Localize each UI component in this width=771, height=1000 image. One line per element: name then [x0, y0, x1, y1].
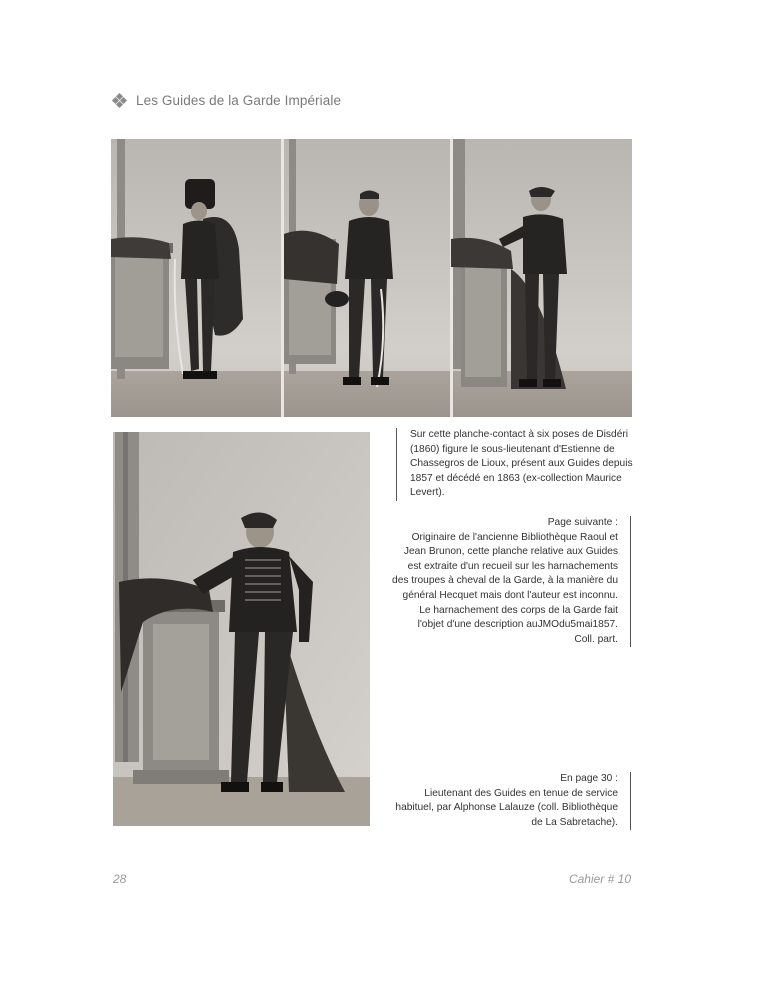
caption-next-page [392, 516, 631, 647]
contact-sheet-photo [111, 139, 632, 417]
caption-page-30 [392, 772, 631, 830]
caption-contact-sheet-text: Sur cette planche-contact à six poses de Disdéri (1860) figure le sous-lieutenant d'Estienne de Chassegros de Lioux, présent aux Guides depuis 1857 et décédé en 1863 (ex-collection Maurice Levert). [410, 429, 633, 499]
caption-page-30-text: Lieutenant des Guides en tenue de service habituel, par Alphonse Lalauze (coll. Bibliothèque de La Sabretache). [395, 787, 618, 828]
issue-label: Cahier # 10 [568, 872, 631, 886]
diamond-ornament-icon [113, 94, 126, 107]
page-number: 28 [113, 872, 127, 886]
caption-page-30-heading: En page 30 : [560, 773, 618, 784]
header-title: Les Guides de la Garde Impériale [136, 93, 342, 108]
caption-next-page-credit: Coll. part. [574, 633, 618, 645]
caption-next-page-heading: Page suivante : [547, 517, 618, 528]
running-header [113, 93, 341, 108]
portrait-photo [113, 432, 370, 826]
caption-next-page-text: Originaire de l'ancienne Bibliothèque Raoul et Jean Brunon, cette planche relative aux Guides est extraite d'un recueil sur les harnachements des troupes à cheval de la Garde, à la manière du général Hecquet mais dont l'auteur est inconnu. Le harnachement des corps de la Garde fait l'objet d'une description auJMOdu5mai1857. [392, 531, 618, 631]
caption-contact-sheet [396, 428, 650, 501]
